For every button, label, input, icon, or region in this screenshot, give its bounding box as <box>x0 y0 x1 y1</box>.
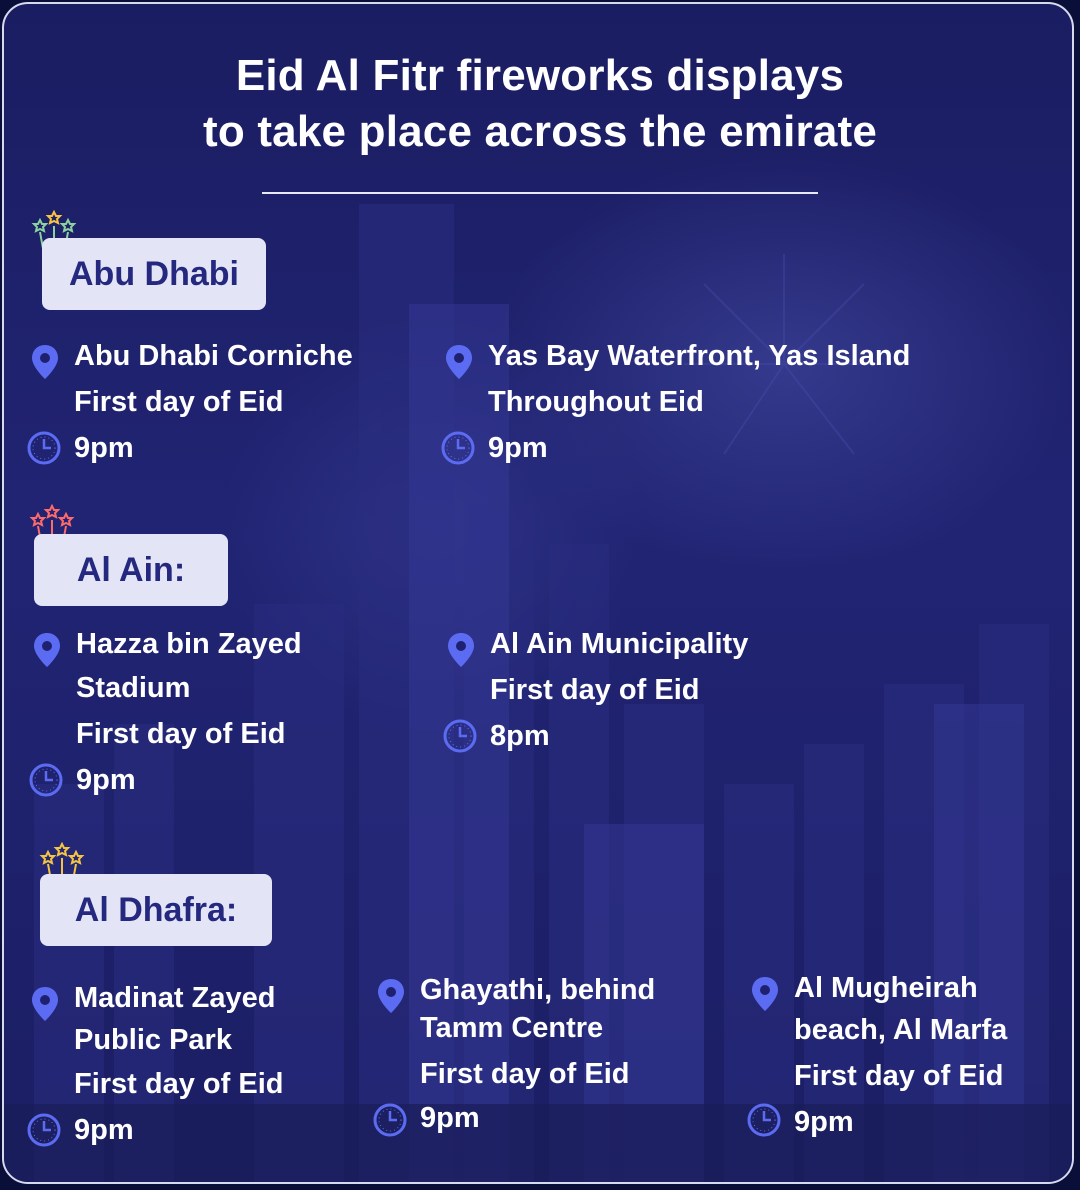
clock-icon <box>440 430 476 466</box>
venue-place: Al Ain Municipality <box>490 628 749 660</box>
section-label-abu-dhabi: Abu Dhabi <box>42 238 266 310</box>
map-pin-icon <box>32 632 62 668</box>
venue-place: Public Park <box>74 1024 232 1056</box>
venue-place: Madinat Zayed <box>74 982 276 1014</box>
clock-icon <box>28 762 64 798</box>
clock-icon <box>26 430 62 466</box>
clock-icon <box>746 1102 782 1138</box>
venue-time: 9pm <box>794 1106 854 1138</box>
map-pin-icon <box>444 344 474 380</box>
venue-place: Abu Dhabi Corniche <box>74 340 353 372</box>
venue-time: 8pm <box>490 720 550 752</box>
venue-date: First day of Eid <box>74 386 284 418</box>
clock-icon <box>372 1102 408 1138</box>
venue-place: Hazza bin Zayed <box>76 628 302 660</box>
section-label-al-dhafra: Al Dhafra: <box>40 874 272 946</box>
title-line-2: to take place across the emirate <box>202 107 878 156</box>
map-pin-icon <box>446 632 476 668</box>
venue-time: 9pm <box>420 1102 480 1134</box>
title-divider <box>262 192 818 194</box>
venue-date: First day of Eid <box>76 718 286 750</box>
clock-icon <box>26 1112 62 1148</box>
venue-place: Tamm Centre <box>420 1012 604 1044</box>
venue-place: beach, Al Marfa <box>794 1014 1008 1046</box>
venue-place: Stadium <box>76 672 191 704</box>
infographic-card <box>2 2 1074 1184</box>
venue-date: First day of Eid <box>420 1058 630 1090</box>
clock-icon <box>442 718 478 754</box>
venue-date: First day of Eid <box>794 1060 1004 1092</box>
map-pin-icon <box>30 986 60 1022</box>
map-pin-icon <box>376 978 406 1014</box>
venue-time: 9pm <box>74 432 134 464</box>
venue-time: 9pm <box>76 764 136 796</box>
page-title <box>4 48 1074 160</box>
title-line-1: Eid Al Fitr fireworks displays <box>235 51 845 100</box>
venue-date: Throughout Eid <box>488 386 704 418</box>
venue-time: 9pm <box>488 432 548 464</box>
venue-place: Yas Bay Waterfront, Yas Island <box>488 340 911 372</box>
map-pin-icon <box>30 344 60 380</box>
section-label-al-ain: Al Ain: <box>34 534 228 606</box>
venue-date: First day of Eid <box>74 1068 284 1100</box>
map-pin-icon <box>750 976 780 1012</box>
venue-date: First day of Eid <box>490 674 700 706</box>
venue-place: Ghayathi, behind <box>420 974 656 1006</box>
venue-time: 9pm <box>74 1114 134 1146</box>
venue-place: Al Mugheirah <box>794 972 978 1004</box>
